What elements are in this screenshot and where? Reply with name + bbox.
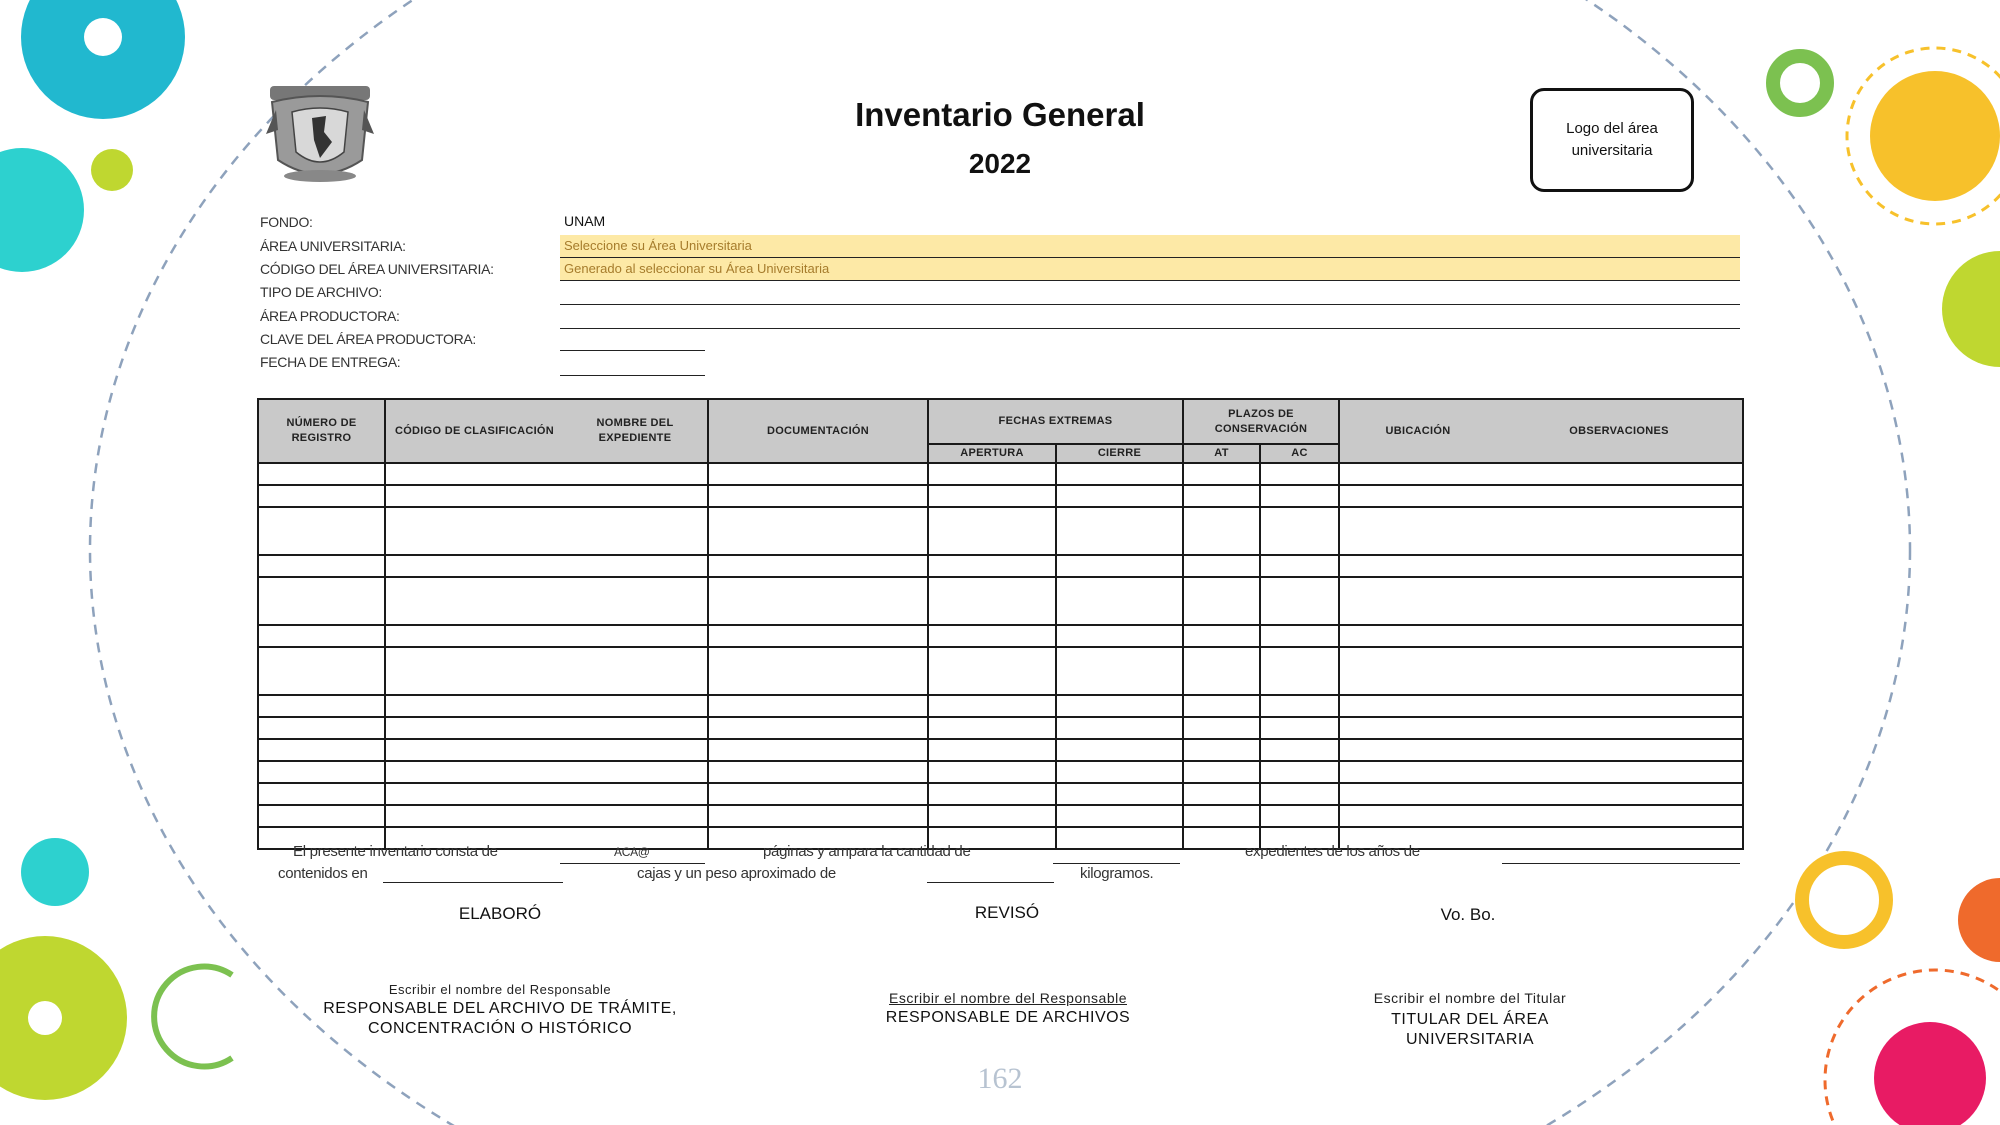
cell-ubicacion[interactable] [1339,695,1496,717]
cell-observaciones[interactable] [1496,805,1743,827]
cell-codigo-clasificacion[interactable] [385,625,563,647]
cell-at[interactable] [1183,463,1260,485]
footer-text-consta: El presente inventario consta de [293,843,498,860]
cell-nombre-expediente[interactable] [563,695,708,717]
cell-documentacion[interactable] [708,625,928,647]
cell-numero-registro[interactable] [258,783,385,805]
cell-ubicacion[interactable] [1339,577,1496,625]
field-value-area-universitaria[interactable]: Seleccione su Área Universitaria [560,235,1740,257]
yellow-circle [1870,71,2000,201]
header-apertura: APERTURA [928,444,1056,463]
cell-observaciones[interactable] [1496,739,1743,761]
cell-numero-registro[interactable] [258,485,385,507]
cell-ac[interactable] [1260,761,1339,783]
field-label-codigo-area: CÓDIGO DEL ÁREA UNIVERSITARIA: [260,261,494,277]
field-input-area-productora[interactable] [560,328,1740,329]
footer-text-cajas: cajas y un peso aproximado de [637,865,836,882]
document-title: Inventario General [855,96,1145,133]
cell-documentacion[interactable] [708,647,928,695]
cell-codigo-clasificacion[interactable] [385,739,563,761]
header-documentacion: DOCUMENTACIÓN [708,399,928,463]
cell-cierre[interactable] [1056,485,1183,507]
table-row [258,647,1743,695]
cell-cierre[interactable] [1056,463,1183,485]
cell-ubicacion[interactable] [1339,507,1496,555]
footer-input-anos[interactable] [1502,863,1740,864]
signature-note-reviso[interactable]: Escribir el nombre del Responsable [889,990,1127,1006]
header-at: AT [1183,444,1260,463]
cell-observaciones[interactable] [1496,507,1743,555]
signature-role-reviso: RESPONSABLE DE ARCHIVOS [885,1009,1131,1026]
cell-numero-registro[interactable] [258,739,385,761]
cell-ac[interactable] [1260,647,1339,695]
cell-cierre[interactable] [1056,739,1183,761]
cell-numero-registro[interactable] [258,577,385,625]
header-ubicacion: UBICACIÓN [1339,399,1496,463]
cell-documentacion[interactable] [708,577,928,625]
cell-apertura[interactable] [928,625,1056,647]
cell-at[interactable] [1183,647,1260,695]
cell-observaciones[interactable] [1496,695,1743,717]
cell-nombre-expediente[interactable] [563,761,708,783]
cell-at[interactable] [1183,761,1260,783]
table-row [258,695,1743,717]
cell-at[interactable] [1183,783,1260,805]
cell-documentacion[interactable] [708,463,928,485]
signature-role-elaboro-line1: RESPONSABLE DEL ARCHIVO DE TRÁMITE, [323,1000,677,1017]
footer-text-contenidos: contenidos en [278,865,368,882]
cell-ac[interactable] [1260,695,1339,717]
cell-codigo-clasificacion[interactable] [385,717,563,739]
cell-codigo-clasificacion[interactable] [385,805,563,827]
cell-nombre-expediente[interactable] [563,783,708,805]
cell-ac[interactable] [1260,805,1339,827]
cyan-small-circle [21,838,89,906]
cell-at[interactable] [1183,717,1260,739]
cell-apertura[interactable] [928,783,1056,805]
cell-at[interactable] [1183,555,1260,577]
cell-codigo-clasificacion[interactable] [385,761,563,783]
header-ac: AC [1260,444,1339,463]
field-label-area-productora: ÁREA PRODUCTORA: [260,308,400,324]
cell-observaciones[interactable] [1496,827,1743,849]
cell-apertura[interactable] [928,717,1056,739]
cell-cierre[interactable] [1056,805,1183,827]
cell-nombre-expediente[interactable] [563,555,708,577]
table-row [258,485,1743,507]
cell-ubicacion[interactable] [1339,717,1496,739]
cell-ac[interactable] [1260,485,1339,507]
cell-ubicacion[interactable] [1339,463,1496,485]
field-input-tipo-archivo[interactable] [560,304,1740,305]
cell-apertura[interactable] [928,485,1056,507]
table-row [258,761,1743,783]
signature-heading-reviso: REVISÓ [974,903,1040,922]
header-codigo-clasificacion: CÓDIGO DE CLASIFICACIÓN [385,399,563,463]
cell-numero-registro[interactable] [258,463,385,485]
cell-documentacion[interactable] [708,507,928,555]
cell-cierre[interactable] [1056,827,1183,849]
cell-nombre-expediente[interactable] [563,739,708,761]
field-label-clave-area: CLAVE DEL ÁREA PRODUCTORA: [260,331,477,347]
cell-ubicacion[interactable] [1339,625,1496,647]
header-numero-registro: NÚMERO DE REGISTRO [258,399,385,463]
cell-nombre-expediente[interactable] [563,625,708,647]
lime-big-circle [0,936,127,1100]
cell-cierre[interactable] [1056,555,1183,577]
field-value-codigo-area: Generado al seleccionar su Área Universitaria [560,258,1740,280]
cell-ubicacion[interactable] [1339,783,1496,805]
table-row [258,717,1743,739]
cell-cierre[interactable] [1056,783,1183,805]
header-nombre-expediente: NOMBRE DEL EXPEDIENTE [563,399,708,463]
cell-at[interactable] [1183,695,1260,717]
footer-text-ampara: páginas y ampara la cantidad de [763,843,971,860]
cell-at[interactable] [1183,577,1260,625]
inventory-table-body [258,463,1743,849]
cell-apertura[interactable] [928,695,1056,717]
table-row [258,805,1743,827]
cell-ac[interactable] [1260,783,1339,805]
cell-observaciones[interactable] [1496,717,1743,739]
cell-codigo-clasificacion[interactable] [385,463,563,485]
table-row [258,625,1743,647]
table-row [258,463,1743,485]
footer-input-cajas[interactable] [383,882,563,883]
cell-apertura[interactable] [928,507,1056,555]
cell-ac[interactable] [1260,577,1339,625]
cell-ac[interactable] [1260,625,1339,647]
table-row [258,507,1743,555]
cell-nombre-expediente[interactable] [563,717,708,739]
cell-observaciones[interactable] [1496,761,1743,783]
cell-cierre[interactable] [1056,647,1183,695]
cell-observaciones[interactable] [1496,647,1743,695]
signature-role-vobo-line1: TITULAR DEL ÁREA [1391,1011,1549,1028]
cell-codigo-clasificacion[interactable] [385,647,563,695]
cell-at[interactable] [1183,739,1260,761]
cell-codigo-clasificacion[interactable] [385,485,563,507]
cell-apertura[interactable] [928,805,1056,827]
cell-numero-registro[interactable] [258,761,385,783]
field-input-clave-area[interactable] [560,350,705,351]
field-label-tipo-archivo: TIPO DE ARCHIVO: [260,284,382,300]
cell-cierre[interactable] [1056,717,1183,739]
cell-ac[interactable] [1260,739,1339,761]
table-row [258,783,1743,805]
cell-observaciones[interactable] [1496,577,1743,625]
table-row [258,577,1743,625]
cyan-circle [0,148,84,272]
cell-numero-registro[interactable] [258,695,385,717]
cell-documentacion[interactable] [708,761,928,783]
cell-ac[interactable] [1260,463,1339,485]
inventory-table [257,398,1744,850]
cell-ubicacion[interactable] [1339,805,1496,827]
table-row [258,739,1743,761]
cell-at[interactable] [1183,625,1260,647]
lime-small-circle [91,149,133,191]
white-dot-inner [84,18,122,56]
header-cierre: CIERRE [1056,444,1183,463]
cell-apertura[interactable] [928,463,1056,485]
teal-dot-circle [21,0,185,119]
cell-at[interactable] [1183,507,1260,555]
cell-ubicacion[interactable] [1339,739,1496,761]
cell-ubicacion[interactable] [1339,485,1496,507]
field-underline [560,280,1740,281]
signature-heading-elaboro: ELABORÓ [458,904,542,923]
cell-ubicacion[interactable] [1339,647,1496,695]
cell-observaciones[interactable] [1496,555,1743,577]
cell-codigo-clasificacion[interactable] [385,555,563,577]
cell-ac[interactable] [1260,555,1339,577]
cell-observaciones[interactable] [1496,783,1743,805]
field-input-fecha-entrega[interactable] [560,375,705,376]
signature-note-elaboro[interactable]: Escribir el nombre del Responsable [388,982,612,997]
cell-documentacion[interactable] [708,783,928,805]
cell-ubicacion[interactable] [1339,761,1496,783]
cell-codigo-clasificacion[interactable] [385,783,563,805]
cell-at[interactable] [1183,485,1260,507]
yellow-ring [1802,858,1886,942]
field-label-area-universitaria: ÁREA UNIVERSITARIA: [260,238,406,254]
cell-observaciones[interactable] [1496,463,1743,485]
page-number: 162 [977,1062,1023,1095]
header-plazos-conservacion: PLAZOS DE CONSERVACIÓN [1183,399,1339,444]
footer-underline-paginas [560,863,705,864]
cell-cierre[interactable] [1056,695,1183,717]
signature-role-elaboro-line2: CONCENTRACIÓN O HISTÓRICO [367,1020,633,1037]
cell-ac[interactable] [1260,717,1339,739]
orange-circle [1958,878,2000,962]
field-label-fecha-entrega: FECHA DE ENTREGA: [260,354,401,370]
signature-role-vobo-line2: UNIVERSITARIA [1406,1031,1534,1048]
cell-cierre[interactable] [1056,507,1183,555]
cell-numero-registro[interactable] [258,507,385,555]
cell-numero-registro[interactable] [258,805,385,827]
field-label-fondo: FONDO: [260,214,313,230]
document-year: 2022 [968,148,1032,179]
header-fechas-extremas: FECHAS EXTREMAS [928,399,1183,444]
lime-right-circle [1942,251,2000,367]
cell-nombre-expediente[interactable] [563,647,708,695]
cell-apertura[interactable] [928,761,1056,783]
footer-text-anos: expedientes de los años de [1245,843,1420,860]
header-observaciones: OBSERVACIONES [1496,399,1743,463]
cell-apertura[interactable] [928,739,1056,761]
green-ring [1773,56,1827,110]
footer-value-paginas[interactable]: ACA@ [614,845,650,859]
cell-at[interactable] [1183,805,1260,827]
cell-apertura[interactable] [928,647,1056,695]
area-logo-placeholder [1530,88,1694,192]
field-value-fondo[interactable]: UNAM [564,213,606,229]
cell-codigo-clasificacion[interactable] [385,577,563,625]
cell-cierre[interactable] [1056,625,1183,647]
table-row [258,555,1743,577]
green-ring-arc [154,967,232,1067]
unam-seal-logo [262,80,378,188]
cell-nombre-expediente[interactable] [563,463,708,485]
cell-cierre[interactable] [1056,761,1183,783]
cell-apertura[interactable] [928,577,1056,625]
logo-placeholder-text: Logo del área universitaria [1566,120,1658,159]
cell-ubicacion[interactable] [1339,555,1496,577]
cell-documentacion[interactable] [708,555,928,577]
pink-circle [1874,1022,1986,1125]
cell-documentacion[interactable] [708,695,928,717]
footer-input-expedientes[interactable] [1053,863,1180,864]
cell-nombre-expediente[interactable] [563,577,708,625]
footer-input-peso[interactable] [927,882,1054,883]
signature-note-vobo[interactable]: Escribir el nombre del Titular [1373,990,1567,1006]
cell-numero-registro[interactable] [258,555,385,577]
cell-documentacion[interactable] [708,717,928,739]
footer-text-kilogramos: kilogramos. [1080,865,1154,882]
cell-ac[interactable] [1260,507,1339,555]
cell-nombre-expediente[interactable] [563,507,708,555]
cell-apertura[interactable] [928,555,1056,577]
cell-observaciones[interactable] [1496,625,1743,647]
cell-cierre[interactable] [1056,577,1183,625]
cell-nombre-expediente[interactable] [563,485,708,507]
cell-documentacion[interactable] [708,739,928,761]
signature-heading-vobo: Vo. Bo. [1440,905,1496,924]
cell-documentacion[interactable] [708,805,928,827]
cell-documentacion[interactable] [708,485,928,507]
cell-nombre-expediente[interactable] [563,805,708,827]
white-dot-inner-2 [28,1001,62,1035]
cell-numero-registro[interactable] [258,647,385,695]
cell-codigo-clasificacion[interactable] [385,695,563,717]
cell-codigo-clasificacion[interactable] [385,507,563,555]
cell-observaciones[interactable] [1496,485,1743,507]
cell-numero-registro[interactable] [258,717,385,739]
cell-numero-registro[interactable] [258,625,385,647]
